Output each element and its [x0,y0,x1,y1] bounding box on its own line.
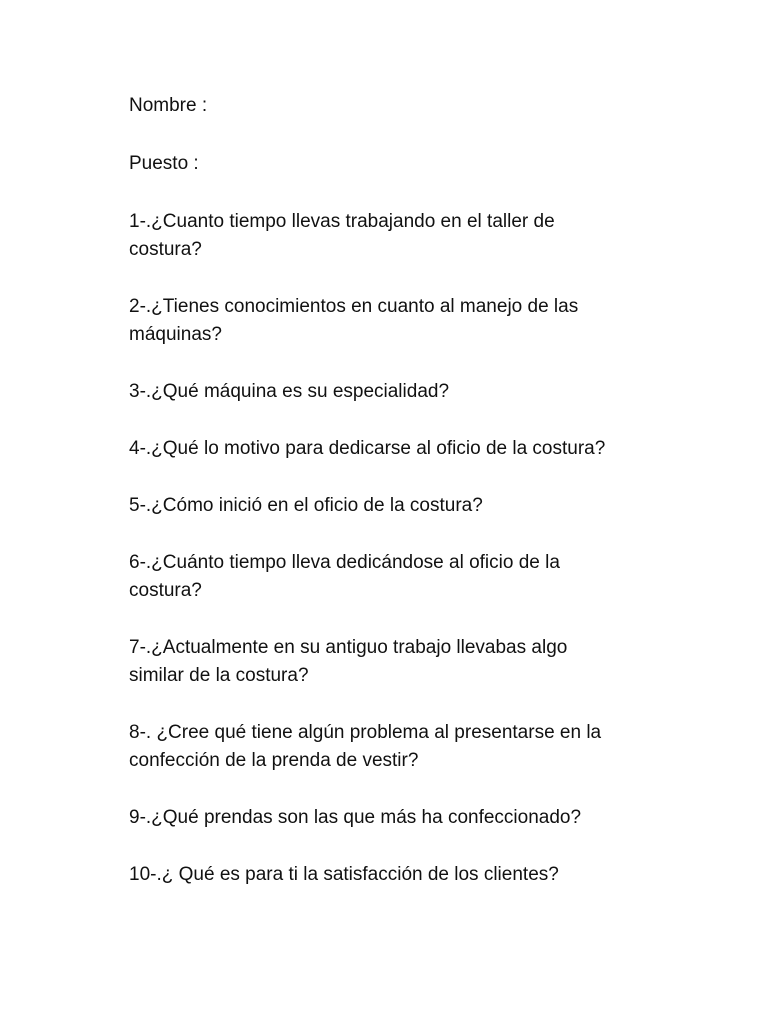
question-6-line-1: 6-.¿Cuánto tiempo lleva dedicándose al oficio de la [129,552,560,573]
question-8-line-1: 8-. ¿Cree qué tiene algún problema al presentarse en la [129,722,602,743]
question-10 [129,861,689,889]
name-label-text: Nombre : [129,95,208,116]
position-field-label [129,150,689,178]
question-6-line-2: costura? [129,580,202,601]
question-1-line-1: 1-.¿Cuanto tiempo llevas trabajando en el taller de [129,211,555,232]
questionnaire [129,92,689,918]
question-2 [129,293,689,349]
question-2-line-1: 2-.¿Tienes conocimientos en cuanto al manejo de las [129,296,579,317]
question-7 [129,634,689,690]
question-8-line-2: confección de la prenda de vestir? [129,750,419,771]
question-5-line-1: 5-.¿Cómo inició en el oficio de la costura? [129,495,483,516]
question-9 [129,804,689,832]
question-3 [129,378,689,406]
question-5 [129,492,689,520]
question-7-line-1: 7-.¿Actualmente en su antiguo trabajo llevabas algo [129,637,568,658]
question-7-line-2: similar de la costura? [129,665,309,686]
question-9-line-1: 9-.¿Qué prendas son las que más ha confeccionado? [129,807,582,828]
question-1-line-2: costura? [129,239,202,260]
name-field-label [129,92,689,120]
position-label-text: Puesto : [129,153,199,174]
question-2-line-2: máquinas? [129,324,222,345]
question-8 [129,719,689,775]
question-4 [129,435,689,463]
question-6 [129,549,689,605]
question-4-line-1: 4-.¿Qué lo motivo para dedicarse al oficio de la costura? [129,438,606,459]
question-1 [129,208,689,264]
question-10-line-1: 10-.¿ Qué es para ti la satisfacción de los clientes? [129,864,559,885]
question-3-line-1: 3-.¿Qué máquina es su especialidad? [129,381,450,402]
